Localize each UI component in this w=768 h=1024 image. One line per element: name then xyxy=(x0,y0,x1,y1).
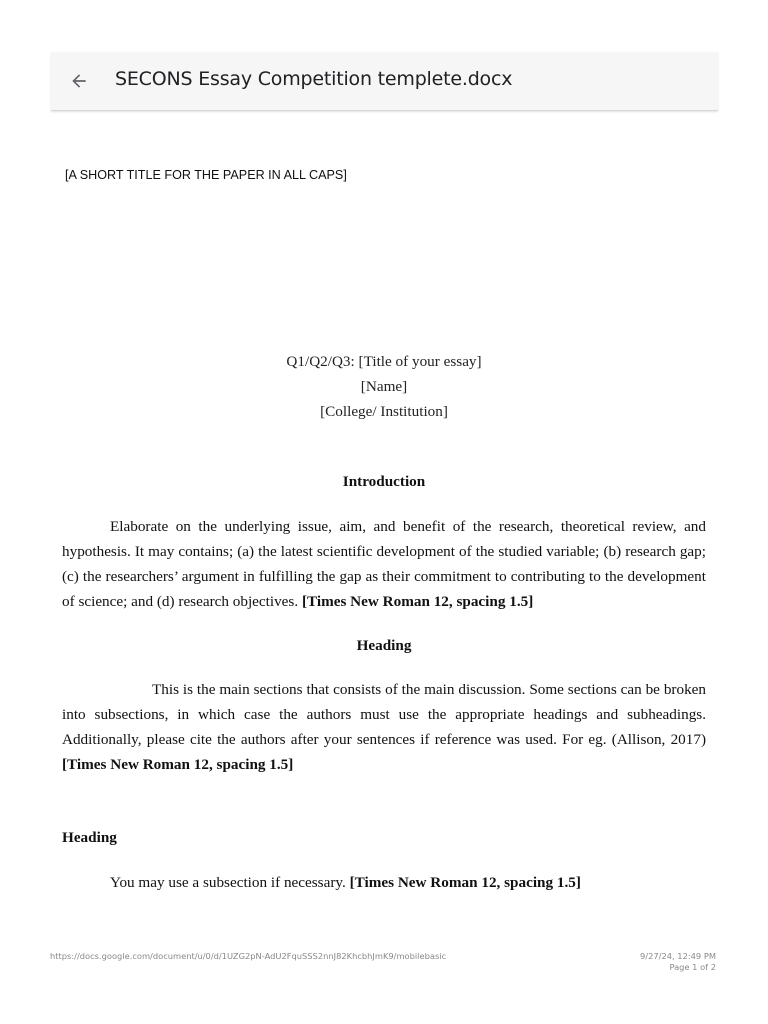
essay-title-placeholder: Q1/Q2/Q3: [Title of your essay] xyxy=(286,353,482,370)
introduction-paragraph xyxy=(62,514,706,614)
introduction-format-note: [Times New Roman 12, spacing 1.5] xyxy=(301,593,534,610)
introduction-body: Elaborate on the underlying issue, aim, and benefit of the research, theoretical review, and hypothesis. It may contains; (a) the latest scientific development of the studied variable; (b) research gap; (c) the researchers’ argument in fulfilling the gap as their commitment to contributing to the development of science; and (d) research objectives. xyxy=(62,518,706,610)
institution-placeholder: [College/ Institution] xyxy=(320,403,448,420)
section-heading-2: Heading xyxy=(62,829,117,846)
introduction-heading: Introduction xyxy=(342,473,426,490)
footer-meta xyxy=(640,951,716,973)
footer-page-number: Page 1 of 2 xyxy=(669,962,716,972)
section1-body: This is the main sections that consists of the main discussion. Some sections can be broken into subsections, in which case the authors must use the appropriate headings and subheadings. Additionally, please cite the authors after your sentences if reference was used. For eg. (Allison, 2017) xyxy=(62,681,706,748)
section-heading-1: Heading xyxy=(356,637,412,654)
section2-format-note: [Times New Roman 12, spacing 1.5] xyxy=(349,874,581,891)
author-name-placeholder: [Name] xyxy=(360,378,408,395)
arrow-left-icon xyxy=(69,71,89,91)
top-app-bar xyxy=(51,52,718,111)
footer-datetime: 9/27/24, 12:49 PM xyxy=(640,951,716,961)
section1-format-note: [Times New Roman 12, spacing 1.5] xyxy=(62,756,294,773)
section1-paragraph xyxy=(62,677,706,777)
section2-body: You may use a subsection if necessary. xyxy=(110,874,346,891)
back-button[interactable] xyxy=(63,65,95,97)
short-title-placeholder: [A SHORT TITLE FOR THE PAPER IN ALL CAPS] xyxy=(65,168,347,182)
footer-url: https://docs.google.com/document/u/0/d/1UZG2pN-AdU2FquSSS2nnJ82KhcbhJmK9/mobilebasic xyxy=(50,951,447,961)
section2-paragraph xyxy=(62,870,706,895)
document-title: SECONS Essay Competition templete.docx xyxy=(115,68,513,90)
